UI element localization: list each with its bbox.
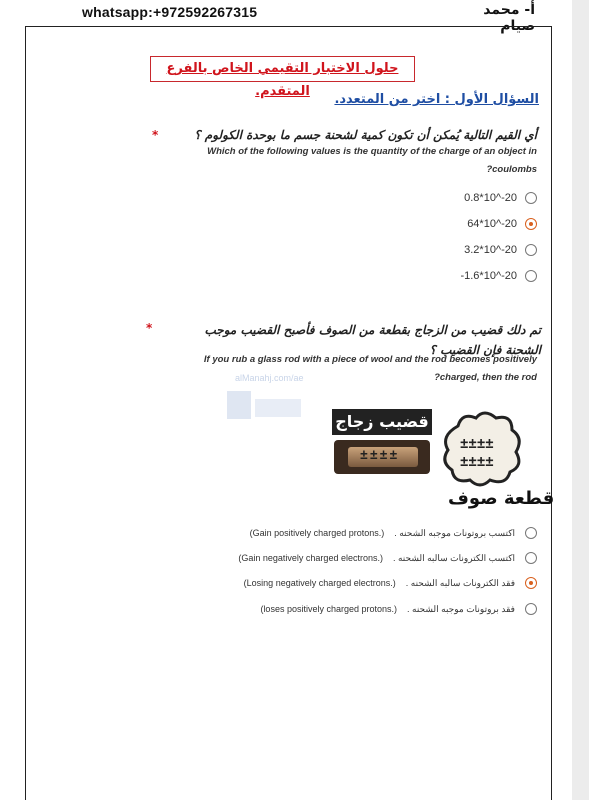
question2-english-line2: ?charged, then the rod [434,372,537,383]
q2-option-3-radio[interactable] [525,577,537,589]
wool-charges-row2: ±±±± [460,454,494,470]
q1-option-1[interactable] [464,192,537,204]
required-marker-2: * [146,321,153,335]
q1-option-4-label: -1.6*10^-20 [460,270,517,282]
q1-option-2-radio[interactable] [525,218,537,230]
q2-option-1-english: (Gain positively charged protons.) [249,528,385,538]
q1-option-3[interactable] [464,244,537,256]
q2-option-1-radio[interactable] [525,527,537,539]
q1-option-3-radio[interactable] [525,244,537,256]
q2-option-2-english: (Gain negatively charged electrons.) [238,553,383,563]
q1-option-4[interactable] [460,270,537,282]
q2-option-1[interactable] [250,527,537,539]
glass-rod-image [334,440,430,474]
q2-option-3-english: (Losing negatively charged electrons.) [243,578,396,588]
q2-option-4-english: (loses positively charged protons.) [260,604,398,614]
question2-english-line1: If you rub a glass rod with a piece of wool and the rod becomes positively [203,354,537,365]
q2-option-4[interactable] [260,603,537,615]
wool-cloud-image [440,410,525,488]
q2-option-3[interactable] [244,577,537,589]
q1-option-1-label: 0.8*10^-20 [464,192,517,204]
page-title: حلول الاختبار التقيمي الخاص بالفرع المتقدم. [150,56,415,82]
wool-charges-row1: ±±±± [460,436,494,452]
q1-option-4-radio[interactable] [525,270,537,282]
q2-option-3-arabic: فقد الكترونات سالبه الشحنه . [405,577,515,588]
q2-option-1-arabic: اكتسب بروتونات موجبه الشحنه . [394,527,515,538]
watermark-logo [225,385,305,425]
header-contact: whatsapp:+972592267315 [82,4,258,20]
page-side-strip [572,0,589,800]
q2-option-4-arabic: فقد بروتونات موجبه الشحنه . [407,603,515,614]
watermark-url: alManahj.com/ae [235,373,304,383]
question1-english-line2: ?coulombs [486,164,537,175]
wool-label: قطعة صوف [448,488,555,509]
rod-label: قضيب زجاج [332,409,432,435]
q2-option-2-radio[interactable] [525,552,537,564]
header-author: أ- محمد صيام [483,2,535,34]
q1-option-1-radio[interactable] [525,192,537,204]
question2-arabic: تم دلك قضيب من الزجاج بقطعة من الصوف فأصبح القضيب موجب الشحنة فإن القضيب ؟ [204,323,541,357]
required-marker: * [152,128,159,142]
q2-option-2-arabic: اكتسب الكترونات سالبه الشحنه . [392,552,515,563]
q2-option-2[interactable] [238,552,537,564]
q1-option-3-label: 3.2*10^-20 [464,244,517,256]
q1-option-2[interactable] [467,218,537,230]
question1-arabic: أي القيم التالية يُمكن أن تكون كمية لشحنة جسم ما بوحدة الكولوم ؟ [194,128,537,142]
question1-english-line1: Which of the following values is the quantity of the charge of an object in [207,146,537,157]
q1-option-2-label: 64*10^-20 [467,218,517,230]
q2-option-4-radio[interactable] [525,603,537,615]
section-heading: السؤال الأول : اختر من المتعدد. [334,92,539,107]
rod-charges: ±±±± [360,448,400,463]
